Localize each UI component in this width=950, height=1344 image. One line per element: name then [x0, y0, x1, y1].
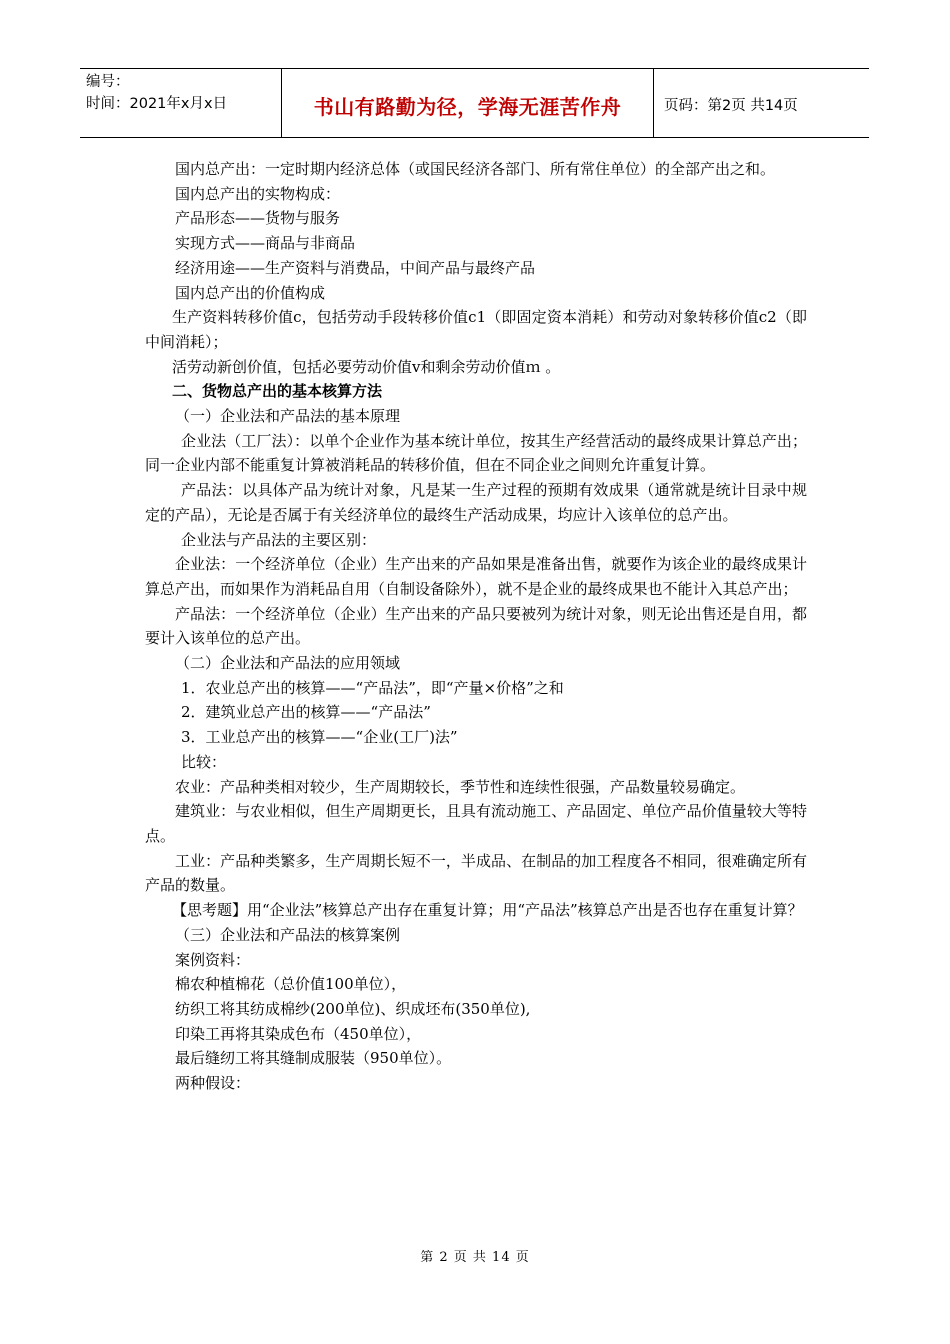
paragraph: 棉农种植棉花（总价值100单位）， [175, 975, 407, 994]
paragraph: 国内总产出：一定时期内经济总体（或国民经济各部门、所有常住单位）的全部产出之和。 [175, 160, 776, 178]
header-meta [80, 69, 282, 137]
header-page-info: 页码：第2页 共14页 [664, 97, 798, 114]
paragraph: 产品法：以具体产品为统计对象，凡是某一生产过程的预期有效成果（通常就是统计目录中规定的产品），无论是否属于有关经济单位的最终生产活动成果，均应计入该单位的总产出。 [145, 481, 807, 524]
list-item: 1．农业总产出的核算——“产品法”，即“产量×价格”之和 [181, 678, 564, 697]
paragraph: 两种假设： [175, 1074, 251, 1093]
header-motto: 书山有路勤为径，学海无涯苦作舟 [282, 69, 654, 137]
paragraph: 企业法：一个经济单位（企业）生产出来的产品如果是准备出售，就要作为该企业的最终成果计算总产出，而如果作为消耗品自用（自制设备除外），就不是企业的最终成果也不能计入其总产出； [145, 555, 807, 598]
paragraph: 经济用途——生产资料与消费品，中间产品与最终产品 [175, 258, 536, 277]
paragraph: 最后缝纫工将其缝制成服装（950单位）。 [175, 1049, 452, 1068]
section-heading: 二、货物总产出的基本核算方法 [172, 382, 383, 401]
paragraph: 生产资料转移价值c，包括劳动手段转移价值c1（即固定资本消耗）和劳动对象转移价值c2（即中间消耗）； [145, 308, 807, 351]
paragraph: 案例资料： [175, 950, 251, 969]
paragraph: 国内总产出的实物构成： [175, 184, 341, 203]
paragraph: 工业：产品种类繁多，生产周期长短不一，半成品、在制品的加工程度各不相同，很难确定所有产品的数量。 [145, 851, 807, 895]
paragraph: 【思考题】用“企业法”核算总产出存在重复计算；用“产品法”核算总产出是否也存在重复计算？ [172, 901, 803, 920]
paragraph: 比较： [181, 752, 227, 771]
doc-number-label: 编号： [86, 74, 130, 90]
document-body [145, 157, 807, 1096]
doc-date-label: 时间：2021年x月x日 [86, 96, 228, 112]
page-header [80, 68, 869, 138]
paragraph: 印染工再将其染成色布（450单位）， [175, 1024, 422, 1043]
subsection-heading: （一）企业法和产品法的基本原理 [175, 407, 401, 426]
paragraph: 活劳动新创价值，包括必要劳动价值v和剩余劳动价值ｍ 。 [172, 357, 561, 376]
page-footer: 第 2 页 共 14 页 [420, 1250, 530, 1265]
paragraph: 纺织工将其纺成棉纱(200单位)、织成坯布(350单位), [175, 999, 531, 1018]
paragraph: 企业法与产品法的主要区别： [181, 530, 377, 549]
paragraph: 国内总产出的价值构成 [175, 283, 326, 302]
paragraph: 建筑业：与农业相似，但生产周期更长，且具有流动施工、产品固定、单位产品价值量较大等特点。 [145, 802, 807, 845]
paragraph: 企业法（工厂法）：以单个企业作为基本统计单位，按其生产经营活动的最终成果计算总产出；同一企业内部不能重复计算被消耗品的转移价值，但在不同企业之间则允许重复计算。 [145, 431, 807, 475]
list-item: 3．工业总产出的核算——“企业(工厂)法” [181, 728, 458, 747]
paragraph: 实现方式——商品与非商品 [175, 234, 356, 253]
paragraph: 产品形态——货物与服务 [175, 209, 341, 228]
subsection-heading: （三）企业法和产品法的核算案例 [175, 925, 401, 944]
subsection-heading: （二）企业法和产品法的应用领域 [175, 654, 401, 673]
paragraph: 农业：产品种类相对较少，生产周期较长，季节性和连续性很强，产品数量较易确定。 [175, 777, 746, 796]
list-item: 2．建筑业总产出的核算——“产品法” [181, 703, 431, 722]
paragraph: 产品法：一个经济单位（企业）生产出来的产品只要被列为统计对象，则无论出售还是自用，都要计入该单位的总产出。 [145, 604, 807, 648]
